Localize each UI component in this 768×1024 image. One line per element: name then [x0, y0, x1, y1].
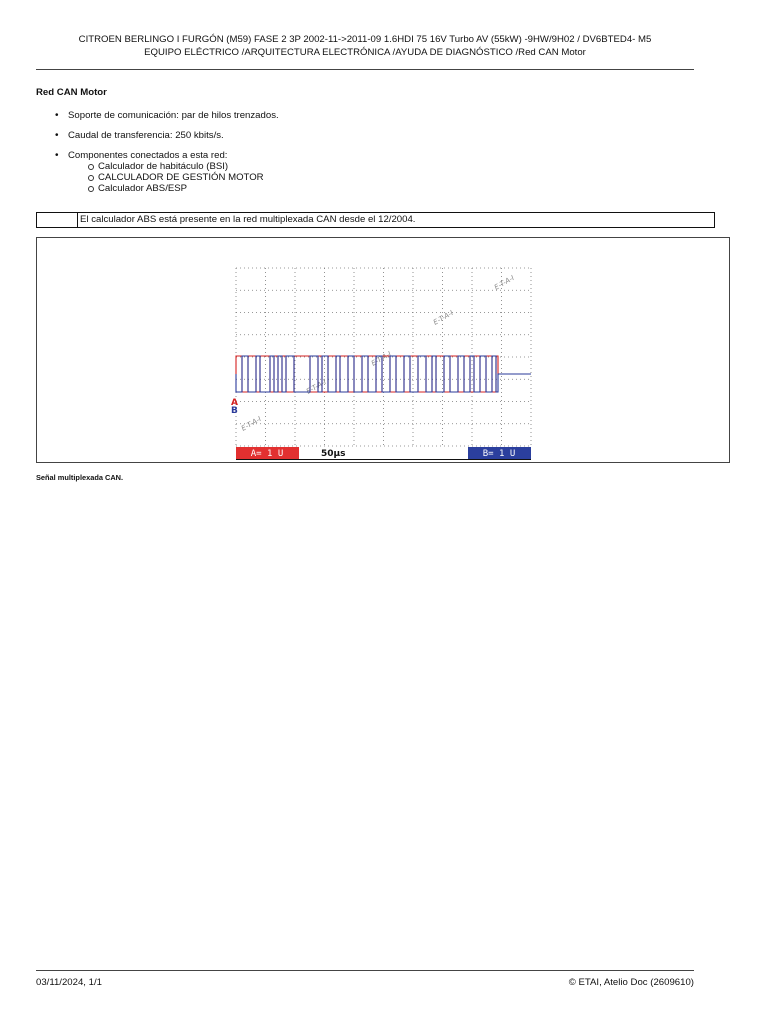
channel-a-marker: A — [231, 398, 238, 408]
note-icon-cell — [37, 213, 78, 227]
watermark: E-T-A-I — [305, 377, 328, 396]
watermarks — [240, 274, 516, 433]
component-item: Calculador ABS/ESP — [68, 183, 686, 194]
channel-b-marker: B — [231, 406, 238, 416]
list-item: • Componentes conectados a esta red: Calculador de habitáculo (BSI) CALCULADOR DE GESTIÓN MOTOR Calculador ABS/ESP — [36, 150, 686, 194]
note-text: El calculador ABS está presente en la red multiplexada CAN desde el 12/2004. — [80, 214, 416, 225]
channel-b-scale: B= 1 U — [482, 449, 516, 459]
note-box — [36, 212, 715, 228]
header-vehicle-line: CITROEN BERLINGO I FURGÓN (M59) FASE 2 3P 2002-11->2011-09 1.6HDI 75 16V Turbo AV (55kW) -9HW/9H02 / DV6BTED4- M5 — [78, 34, 652, 45]
watermark: E-T-A-I — [370, 349, 393, 368]
section-title: Red CAN Motor — [36, 87, 107, 98]
figure-caption: Señal multiplexada CAN. — [36, 473, 124, 482]
component-list — [68, 161, 686, 194]
channel-a-scale: A= 1 U — [250, 449, 284, 459]
list-item: • Caudal de transferencia: 250 kbits/s. — [36, 130, 686, 141]
footer-divider — [36, 970, 694, 971]
figure-frame — [36, 237, 730, 463]
watermark: E-T-A-I — [493, 273, 516, 292]
component-item: CALCULADOR DE GESTIÓN MOTOR — [68, 172, 686, 183]
timebase-label: 50µs — [321, 449, 346, 459]
watermark: E-T-A-I — [432, 308, 455, 327]
footer-date-page: 03/11/2024, 1/1 — [36, 977, 102, 988]
header-breadcrumb: EQUIPO ELÉCTRICO /ARQUITECTURA ELECTRÓNICA /AYUDA DE DIAGNÓSTICO /Red CAN Motor — [144, 47, 586, 58]
component-item: Calculador de habitáculo (BSI) — [68, 161, 686, 172]
list-item: • Soporte de comunicación: par de hilos trenzados. — [36, 110, 686, 121]
watermark: E-T-A-I — [240, 414, 263, 433]
document-header — [36, 33, 694, 59]
footer-copyright: © ETAI, Atelio Doc (2609610) — [568, 977, 694, 988]
spec-list — [36, 110, 686, 203]
oscilloscope-screen — [228, 266, 534, 460]
header-divider — [36, 69, 694, 70]
